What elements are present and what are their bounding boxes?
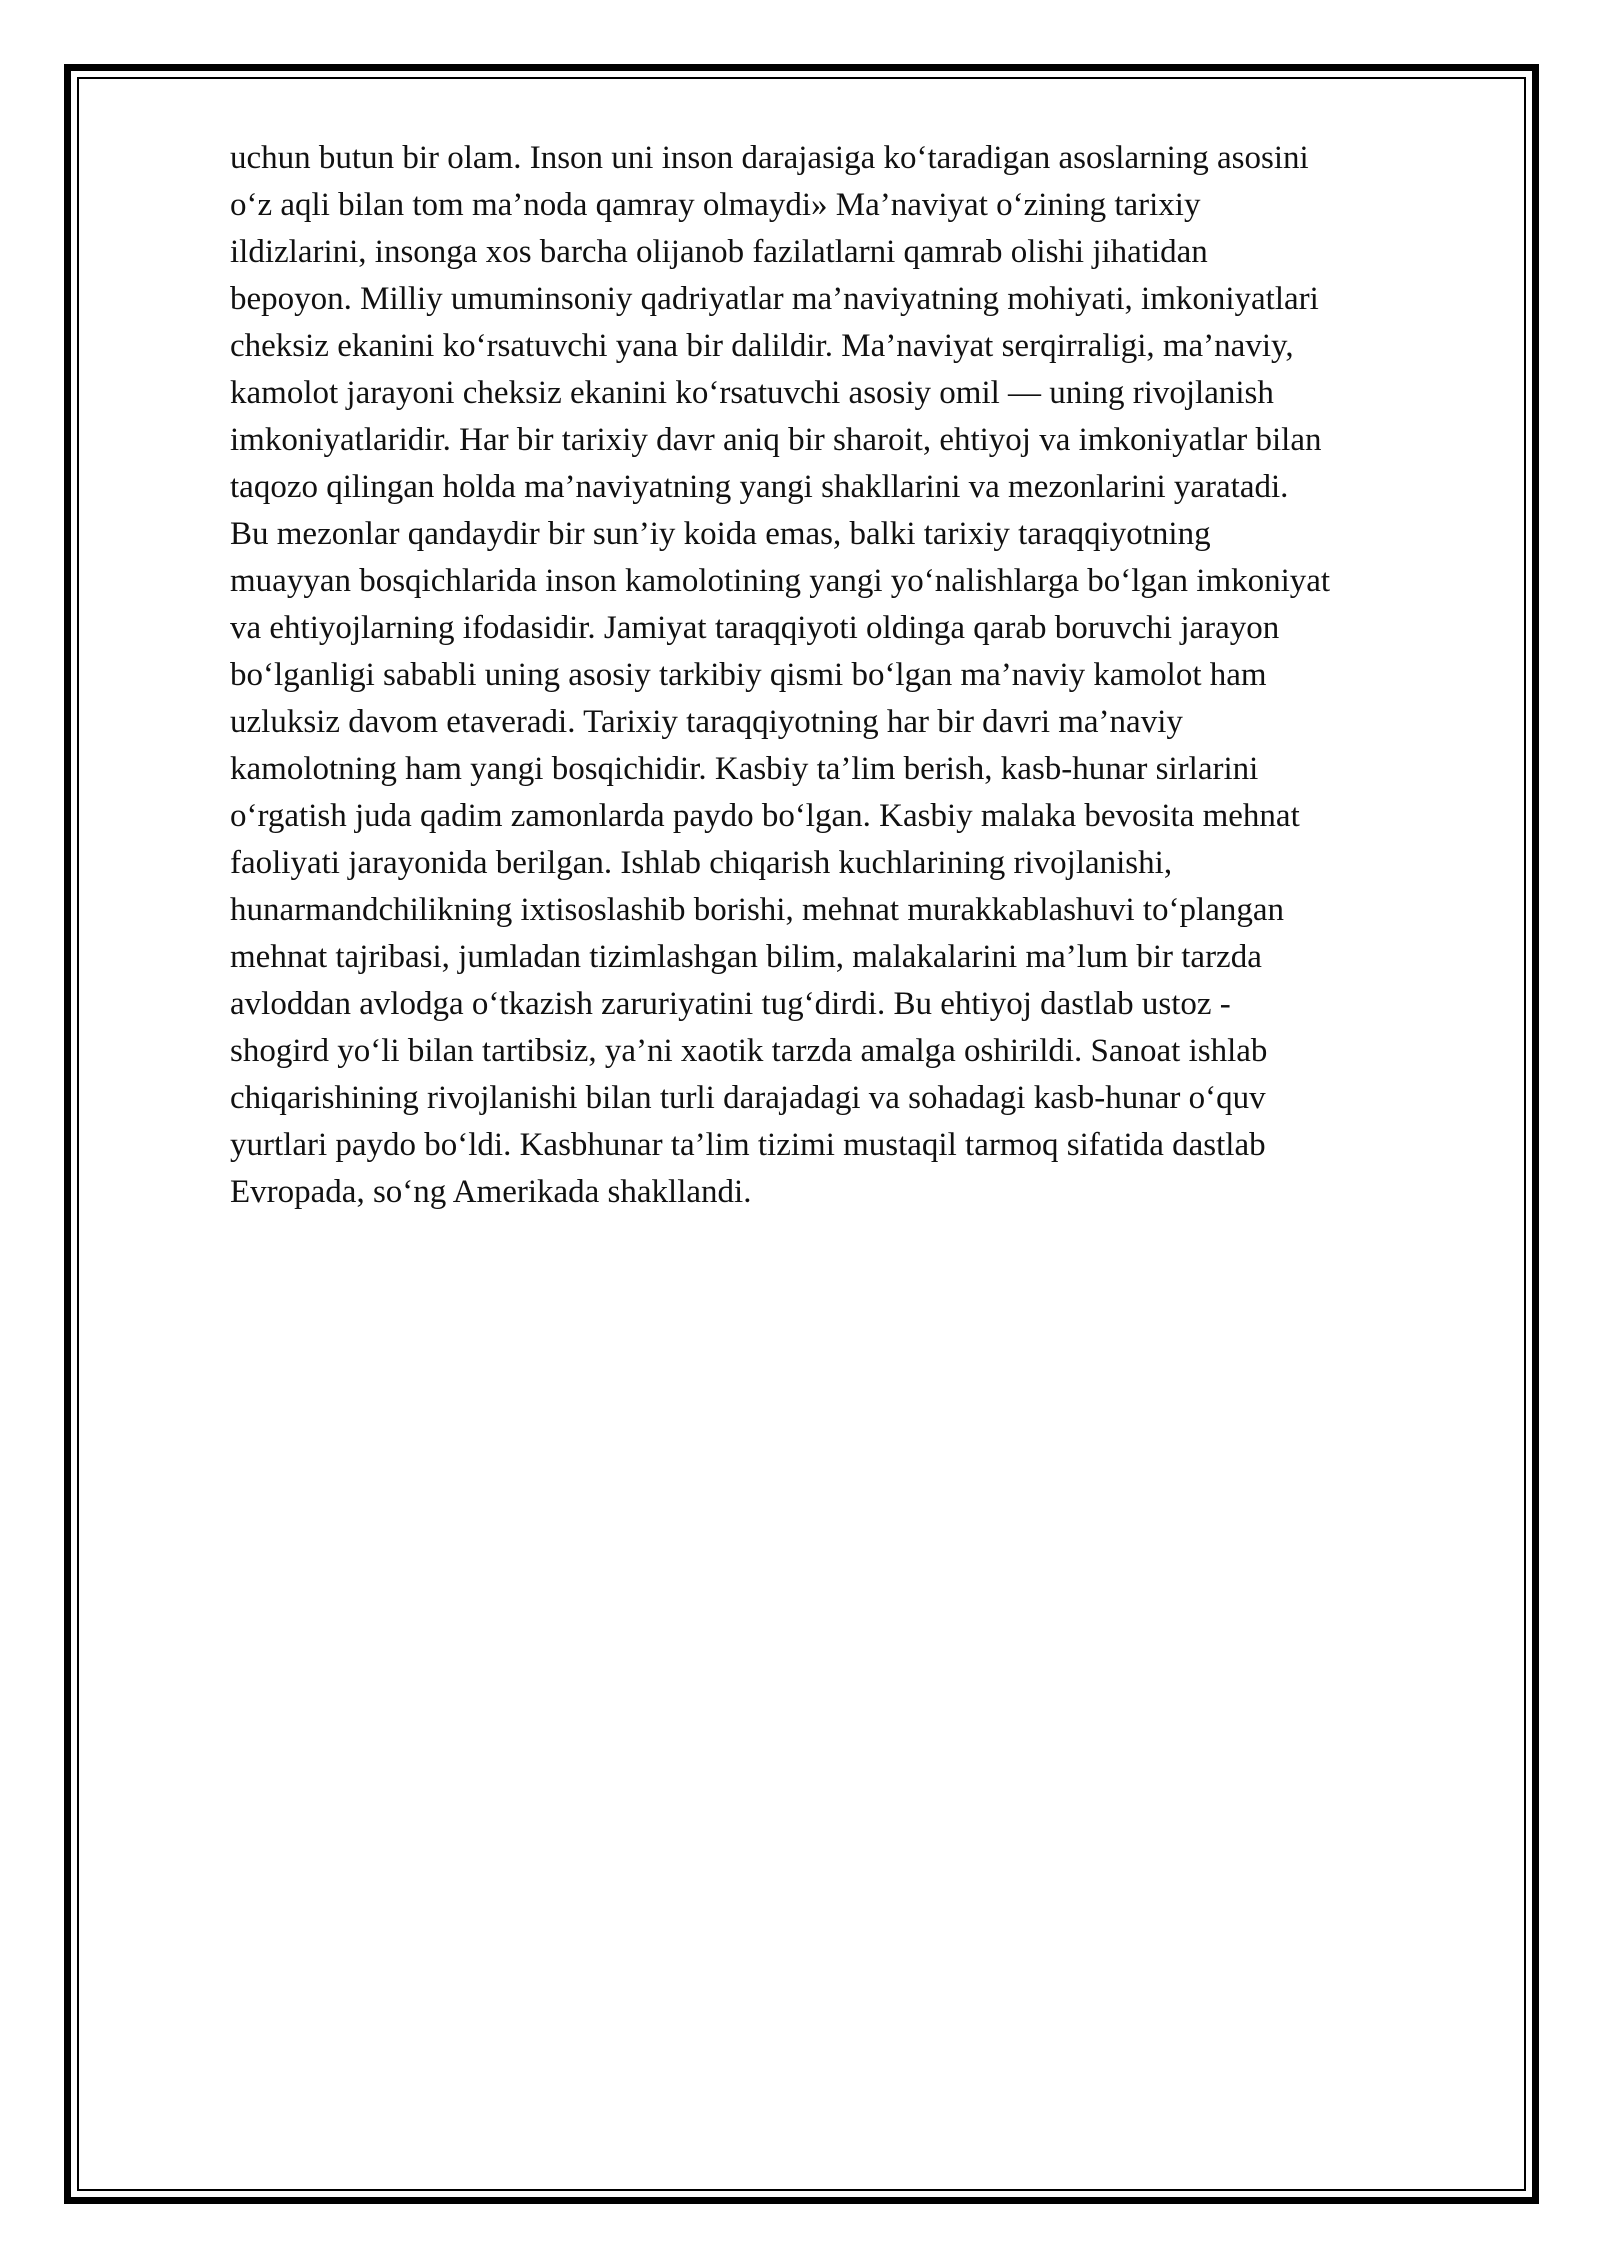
text-line: avloddan avlodga o‘tkazish zaruriyatini tug‘dirdi. Bu ehtiyoj dastlab ustoz -: [230, 986, 1231, 1022]
text-line: shogird yo‘li bilan tartibsiz, ya’ni xaotik tarzda amalga oshirildi. Sanoat ishlab: [230, 1033, 1268, 1069]
text-line: Evropada, so‘ng Amerikada shakllandi.: [230, 1174, 752, 1210]
text-line: hunarmandchilikning ixtisoslashib borishi, mehnat murakkablashuvi to‘plangan: [230, 892, 1284, 928]
text-line: muayyan bosqichlarida inson kamolotining yangi yo‘nalishlarga bo‘lgan imkoniyat: [230, 563, 1331, 599]
text-line: faoliyati jarayonida berilgan. Ishlab chiqarish kuchlarining rivojlanishi,: [230, 845, 1173, 881]
text-line: kamolot jarayoni cheksiz ekanini ko‘rsatuvchi asosiy omil — uning rivojlanish: [230, 375, 1274, 411]
text-line: Bu mezonlar qandaydir bir sun’iy koida emas, balki tarixiy taraqqiyotning: [230, 516, 1211, 552]
text-line: ildizlarini, insonga xos barcha olijanob fazilatlarni qamrab olishi jihatidan: [230, 234, 1208, 270]
text-line: uzluksiz davom etaveradi. Tarixiy taraqqiyotning har bir davri ma’naviy: [230, 704, 1183, 740]
text-line: mehnat tajribasi, jumladan tizimlashgan bilim, malakalarini ma’lum bir tarzda: [230, 939, 1262, 975]
text-line: o‘z aqli bilan tom ma’noda qamray olmaydi» Ma’naviyat o‘zining tarixiy: [230, 187, 1201, 223]
text-line: o‘rgatish juda qadim zamonlarda paydo bo‘lgan. Kasbiy malaka bevosita mehnat: [230, 798, 1300, 834]
text-line: cheksiz ekanini ko‘rsatuvchi yana bir dalildir. Ma’naviyat serqirraligi, ma’naviy,: [230, 328, 1294, 364]
text-line: imkoniyatlaridir. Har bir tarixiy davr aniq bir sharoit, ehtiyoj va imkoniyatlar bilan: [230, 422, 1322, 458]
text-line: yurtlari paydo bo‘ldi. Kasbhunar ta’lim tizimi mustaqil tarmoq sifatida dastlab: [230, 1127, 1266, 1163]
text-line: va ehtiyojlarning ifodasidir. Jamiyat taraqqiyoti oldinga qarab boruvchi jarayon: [230, 610, 1280, 646]
text-line: bo‘lganligi sababli uning asosiy tarkibiy qismi bo‘lgan ma’naviy kamolot ham: [230, 657, 1267, 693]
text-line: uchun butun bir olam. Inson uni inson darajasiga ko‘taradigan asoslarning asosini: [230, 140, 1309, 176]
text-line: chiqarishining rivojlanishi bilan turli darajadagi va sohadagi kasb-hunar o‘quv: [230, 1080, 1266, 1116]
body-text: [230, 135, 1520, 1216]
text-line: kamolotning ham yangi bosqichidir. Kasbiy ta’lim berish, kasb-hunar sirlarini: [230, 751, 1259, 787]
text-line: taqozo qilingan holda ma’naviyatning yangi shakllarini va mezonlarini yaratadi.: [230, 469, 1289, 505]
text-line: bepoyon. Milliy umuminsoniy qadriyatlar ma’naviyatning mohiyati, imkoniyatlari: [230, 281, 1319, 317]
